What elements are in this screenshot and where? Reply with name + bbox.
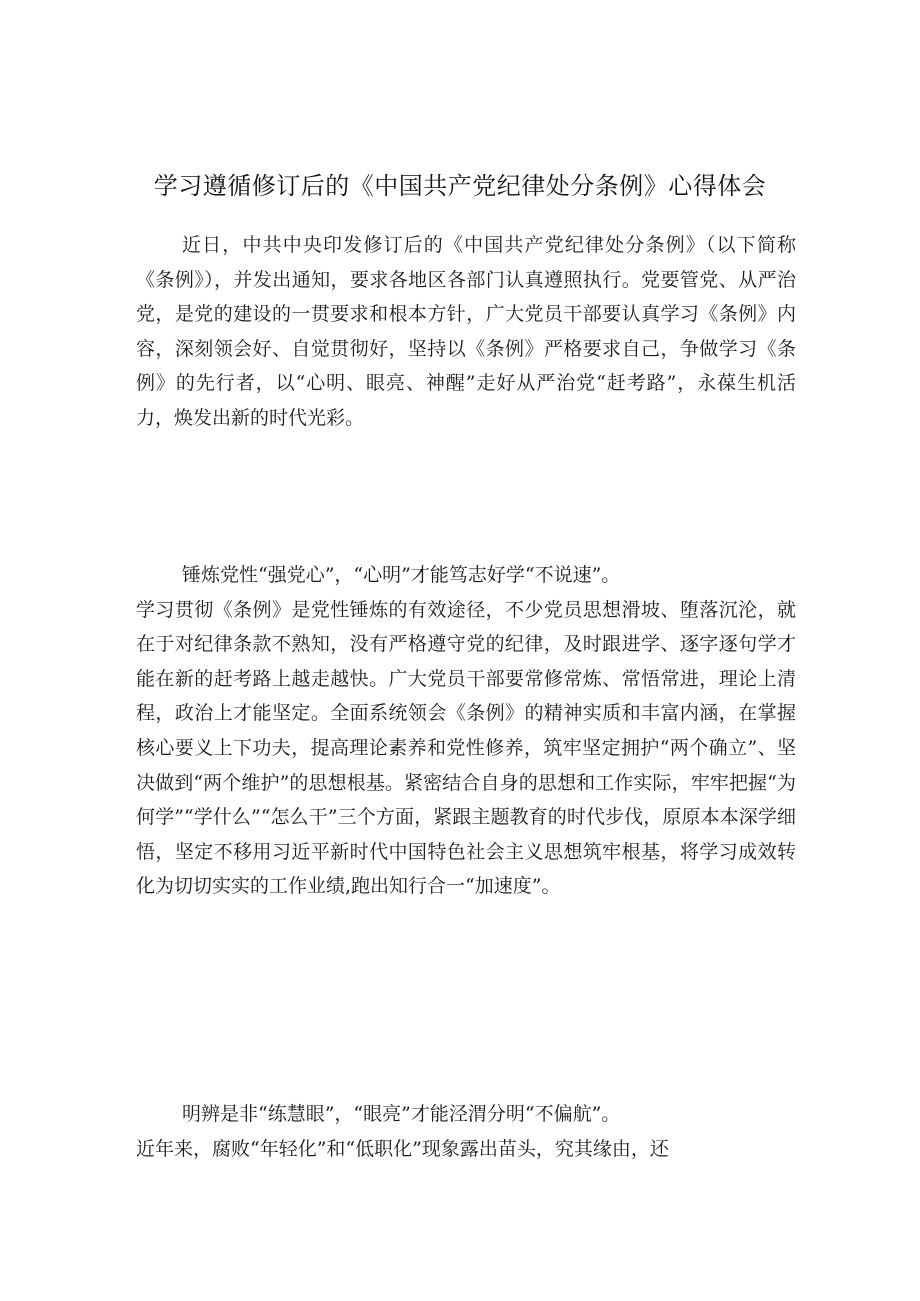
section-2-heading: 明辨是非“练慧眼”，“眼亮”才能泾渭分明“不偏航”。 [182, 1103, 621, 1125]
section-1-block [136, 558, 796, 904]
intro-paragraph-block [136, 228, 796, 436]
section-1-body: 学习贯彻《条例》是党性锤炼的有效途径，不少党员思想滑坡、堕落沉沦，就在于对纪律条款不熟知，没有严格遵守党的纪律，及时跟进学、逐字逐句学才能在新的赶考路上越走越快。广大党员干部要常修常炼、常悟常进，理论上清程，政治上才能坚定。全面系统领会《条例》的精神实质和丰富内涵，在掌握核心要义上下功夫，提高理论素养和党性修养，筑牢坚定拥护“两个确立”、坚决做到“两个维护”的思想根基。紧密结合自身的思想和工作实际，牢牢把握“为何学”“学什么”“怎么干”三个方面，紧跟主题教育的时代步伐，原原本本深学细悟，坚定不移用习近平新时代中国特色社会主义思想筑牢根基，将学习成效转化为切切实实的工作业绩,跑出知行合一“加速度”。 [136, 598, 796, 898]
intro-paragraph: 近日，中共中央印发修订后的《中国共产党纪律处分条例》（以下简称《条例》），并发出通知，要求各地区各部门认真遵照执行。党要管党、从严治党，是党的建设的一贯要求和根本方针，广大党员干部要认真学习《条例》内容，深刻领会好、自觉贯彻好，坚持以《条例》严格要求自己，争做学习《条例》的先行者，以“心明、眼亮、神醒”走好从严治党“赶考路”，永葆生机活力，焕发出新的时代光彩。 [136, 234, 796, 429]
section-2-body: 近年来，腐败“年轻化”和“低职化”现象露出苗头，究其缘由，还 [136, 1137, 669, 1160]
section-1-heading: 锤炼党性“强党心”，“心明”才能笃志好学“不说速”。 [182, 564, 621, 586]
section-2-block [136, 1097, 796, 1166]
document-title: 学习遵循修订后的《中国共产党纪律处分条例》心得体会 [153, 172, 767, 200]
